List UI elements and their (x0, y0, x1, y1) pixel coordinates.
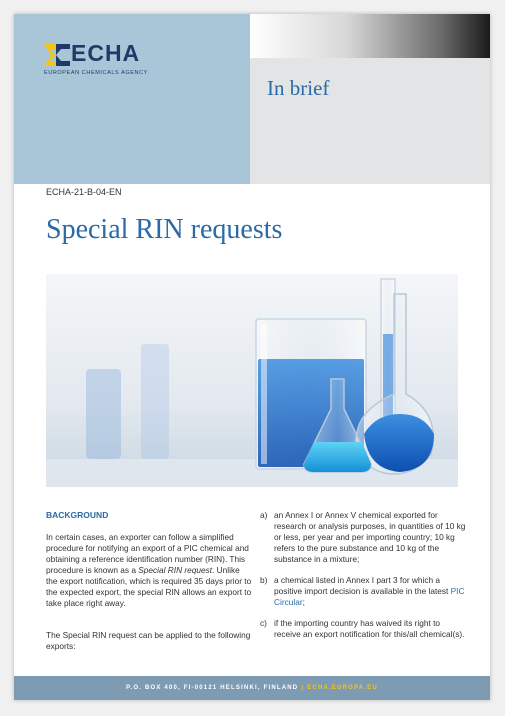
footer-bar (14, 676, 490, 700)
footer-address: P.O. BOX 400, FI-00121 HELSINKI, FINLAND (126, 685, 299, 691)
in-brief-label: In brief (267, 76, 330, 100)
footer-separator: | (301, 685, 305, 691)
footer-url-link[interactable]: ECHA.EUROPA.EU (307, 685, 378, 691)
document-id: ECHA-21-B-04-EN (46, 187, 122, 197)
export-list (260, 510, 466, 650)
lab-glassware-photo (46, 274, 458, 487)
echa-logo (44, 40, 148, 76)
echa-logo-icon (44, 44, 70, 66)
logo-wordmark: ECHA (71, 40, 141, 66)
background-paragraph-1: In certain cases, an exporter can follow a simplified procedure for notifying an export of a PIC chemical and obtaining a reference identification number (RIN). This procedure is known as a Special RIN request. Unlike the export notification, which is required 35 days prior to the expected export, the special RIN allows an export to take place right away. (46, 532, 252, 608)
list-item: c) if the importing country has waived its right to receive an export notification for this/all chemical(s). (260, 618, 465, 639)
logo-subtitle: EUROPEAN CHEMICALS AGENCY (44, 70, 148, 76)
list-item: b) a chemical listed in Annex I part 3 for which a positive import decision is available in the latest PIC Circular; (260, 575, 465, 607)
header-blue-panel (14, 14, 250, 184)
list-item: a) an Annex I or Annex V chemical exported for research or analysis purposes, in quantities of 10 kg or less, per year and per importing country; 10 kg refers to the pure substance and 10 kg of the substance in a mixture; (260, 510, 466, 564)
background-paragraph-2: The Special RIN request can be applied to the following exports: (46, 630, 251, 651)
pic-circular-link[interactable]: PIC Circular (274, 586, 465, 607)
page-title: Special RIN requests (46, 214, 283, 245)
header-gradient-bar (250, 14, 490, 58)
background-heading: BACKGROUND (46, 510, 109, 520)
document-page (14, 14, 490, 700)
